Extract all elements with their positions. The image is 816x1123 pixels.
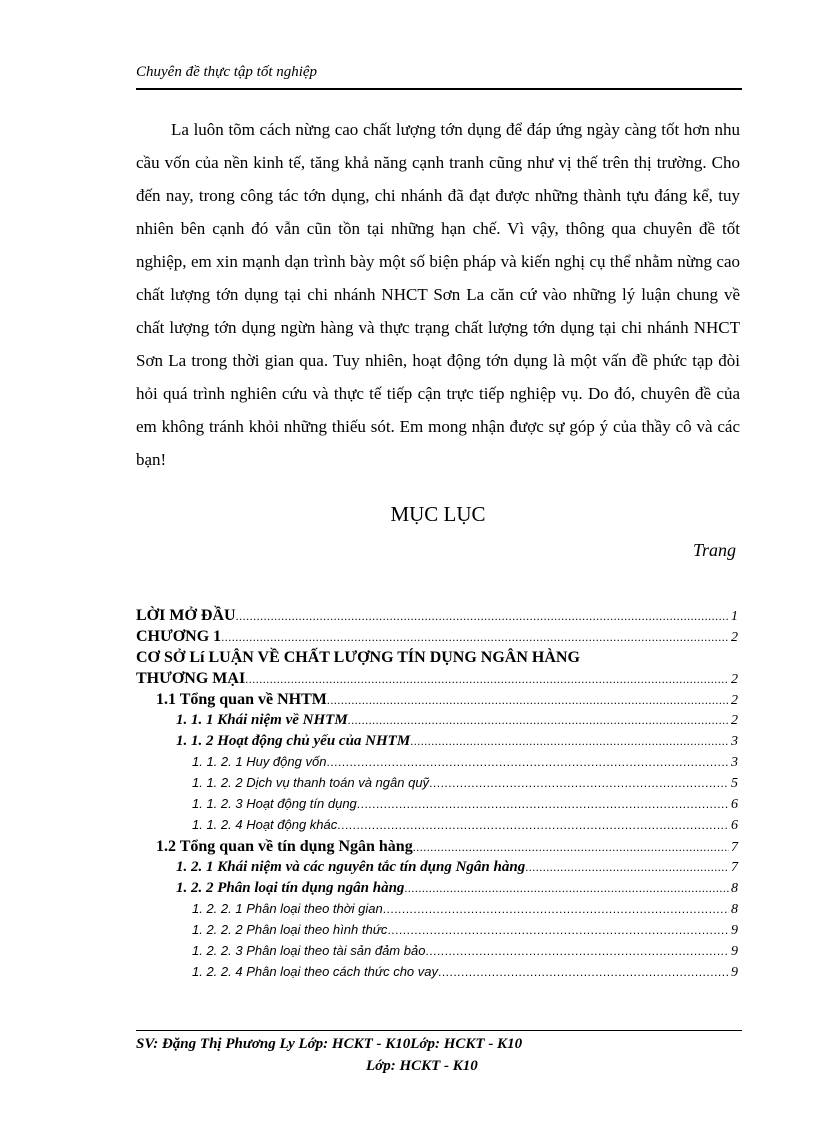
toc-entry-text: 1. 1. 2. 3 Hoạt động tín dụng (192, 796, 357, 811)
toc-entry-text: 1. 2. 2. 1 Phân loại theo thời gian (192, 901, 383, 916)
toc-entry-text: LỜI MỞ ĐẦU (136, 607, 236, 624)
toc-entry-page: 9 (731, 923, 738, 938)
toc-entry[interactable] (136, 901, 738, 922)
toc-leader (383, 902, 729, 916)
toc-leader (348, 713, 729, 728)
toc-leader (438, 965, 729, 979)
table-of-contents (136, 607, 738, 985)
toc-leader (525, 860, 729, 875)
toc-entry[interactable] (136, 922, 738, 943)
toc-entry[interactable] (136, 817, 738, 838)
toc-leader (337, 818, 729, 832)
toc-entry-text: THƯƠNG MẠI (136, 670, 246, 687)
footer-student-line: SV: Đặng Thị Phương Ly Lớp: HCKT - K10Lớp: HCKT - K10 (136, 1036, 523, 1052)
page-header: Chuyên đề thực tập tốt nghiệp (136, 64, 318, 80)
toc-entry-text: 1. 2. 2 Phân loại tín dụng ngân hàng (176, 880, 405, 896)
toc-title: MỤC LỤC (390, 502, 486, 526)
toc-leader (221, 630, 729, 645)
toc-entry[interactable] (136, 733, 738, 754)
toc-entry-text: 1. 1. 2. 1 Huy động vốn (192, 754, 327, 769)
toc-entry-page: 2 (731, 630, 738, 645)
toc-entry-page: 7 (731, 860, 738, 875)
toc-entry-page: 3 (731, 755, 738, 770)
toc-entry-text: CHƯƠNG 1 (136, 628, 222, 645)
toc-entry-page: 2 (731, 713, 738, 728)
toc-entry-text: 1. 2. 1 Khái niệm và các nguyên tắc tín dụng Ngân hàng (176, 859, 526, 875)
toc-leader (410, 734, 729, 749)
toc-entry-text: 1. 2. 2. 4 Phân loại theo cách thức cho vay (192, 964, 439, 979)
toc-entry-page: 6 (731, 797, 738, 812)
toc-entry-page: 2 (731, 672, 738, 687)
toc-entry[interactable] (136, 628, 738, 649)
toc-entry[interactable] (136, 712, 738, 733)
toc-entry[interactable] (136, 670, 738, 691)
toc-entry[interactable] (136, 943, 738, 964)
toc-leader (327, 693, 729, 708)
toc-entry[interactable] (136, 880, 738, 901)
toc-entry-text: 1. 1. 2. 4 Hoạt động khác (192, 817, 338, 832)
toc-entry[interactable] (136, 691, 738, 712)
toc-entry[interactable] (136, 964, 738, 985)
toc-entry[interactable] (136, 754, 738, 775)
toc-entry-text: CƠ SỞ Lí LUẬN VỀ CHẤT LƯỢNG TÍN DỤNG NGÂN HÀNG (136, 649, 580, 666)
toc-leader (387, 923, 729, 937)
toc-entry-page: 8 (731, 881, 738, 896)
footer-class-line: Lớp: HCKT - K10 (366, 1058, 478, 1074)
toc-entry-text: 1. 1. 2 Hoạt động chủ yếu của NHTM (176, 733, 411, 749)
toc-leader (357, 797, 729, 811)
toc-entry-text: 1. 1. 1 Khái niệm về NHTM (176, 712, 348, 728)
toc-entry-page: 8 (731, 902, 738, 917)
toc-entry-page: 7 (731, 840, 738, 855)
toc-entry-page: 9 (731, 944, 738, 959)
toc-entry-page: 9 (731, 965, 738, 980)
toc-entry[interactable] (136, 859, 738, 880)
toc-entry[interactable] (136, 775, 738, 796)
toc-leader (413, 840, 729, 855)
footer-divider (136, 1030, 742, 1031)
toc-page-column-label: Trang (692, 540, 736, 560)
toc-entry[interactable] (136, 649, 738, 670)
toc-leader (425, 944, 729, 958)
toc-leader (236, 609, 729, 624)
toc-entry-text: 1. 2. 2. 2 Phân loại theo hình thức (192, 922, 388, 937)
toc-entry-text: 1. 1. 2. 2 Dịch vụ thanh toán và ngân quỹ (192, 775, 430, 790)
toc-entry[interactable] (136, 838, 738, 859)
toc-entry-page: 1 (731, 609, 738, 624)
intro-paragraph: La luôn tõm cách nừng cao chất lượng tớn dụng để đáp ứng ngày càng tốt hơn nhu cầu vốn của nền kinh tế, tăng khả năng cạnh tranh cũng như vị thế trên thị trường. Cho đến nay, trong công tác tớn dụng, chi nhánh đã đạt được những thành tựu đáng kể, tuy nhiên bên cạnh đó vẫn cũn tồn tại những hạn chế. Vì vậy, thông qua chuyên đề tốt nghiệp, em xin mạnh dạn trình bày một số biện pháp và kiến nghị cụ thể nhằm nừng cao chất lượng tớn dụng tại chi nhánh NHCT Sơn La căn cứ vào những lý luận chung về chất lượng tớn dụng ngừn hàng và thực trạng chất lượng tớn dụng tại chi nhánh NHCT Sơn La trong thời gian qua. Tuy nhiên, hoạt động tớn dụng là một vấn đề phức tạp đòi hỏi quá trình nghiên cứu và thực tế tiếp cận trực tiếp nghiệp vụ. Do đó, chuyên đề của em không tránh khỏi những thiếu sót. Em mong nhận được sự góp ý của thầy cô và các bạn! (136, 120, 740, 469)
toc-entry[interactable] (136, 607, 738, 628)
toc-entry-text: 1. 2. 2. 3 Phân loại theo tài sản đảm bảo (192, 943, 426, 958)
toc-entry-page: 2 (731, 693, 738, 708)
toc-leader (429, 776, 729, 790)
toc-entry-page: 5 (731, 776, 738, 791)
toc-leader (245, 672, 729, 687)
toc-entry-text: 1.1 Tổng quan về NHTM (156, 691, 327, 708)
header-divider (136, 88, 742, 90)
toc-leader (326, 755, 729, 769)
toc-entry-text: 1.2 Tổng quan về tín dụng Ngân hàng (156, 838, 413, 855)
toc-entry[interactable] (136, 796, 738, 817)
toc-entry-page: 3 (731, 734, 738, 749)
toc-entry-page: 6 (731, 818, 738, 833)
toc-leader (404, 881, 729, 896)
